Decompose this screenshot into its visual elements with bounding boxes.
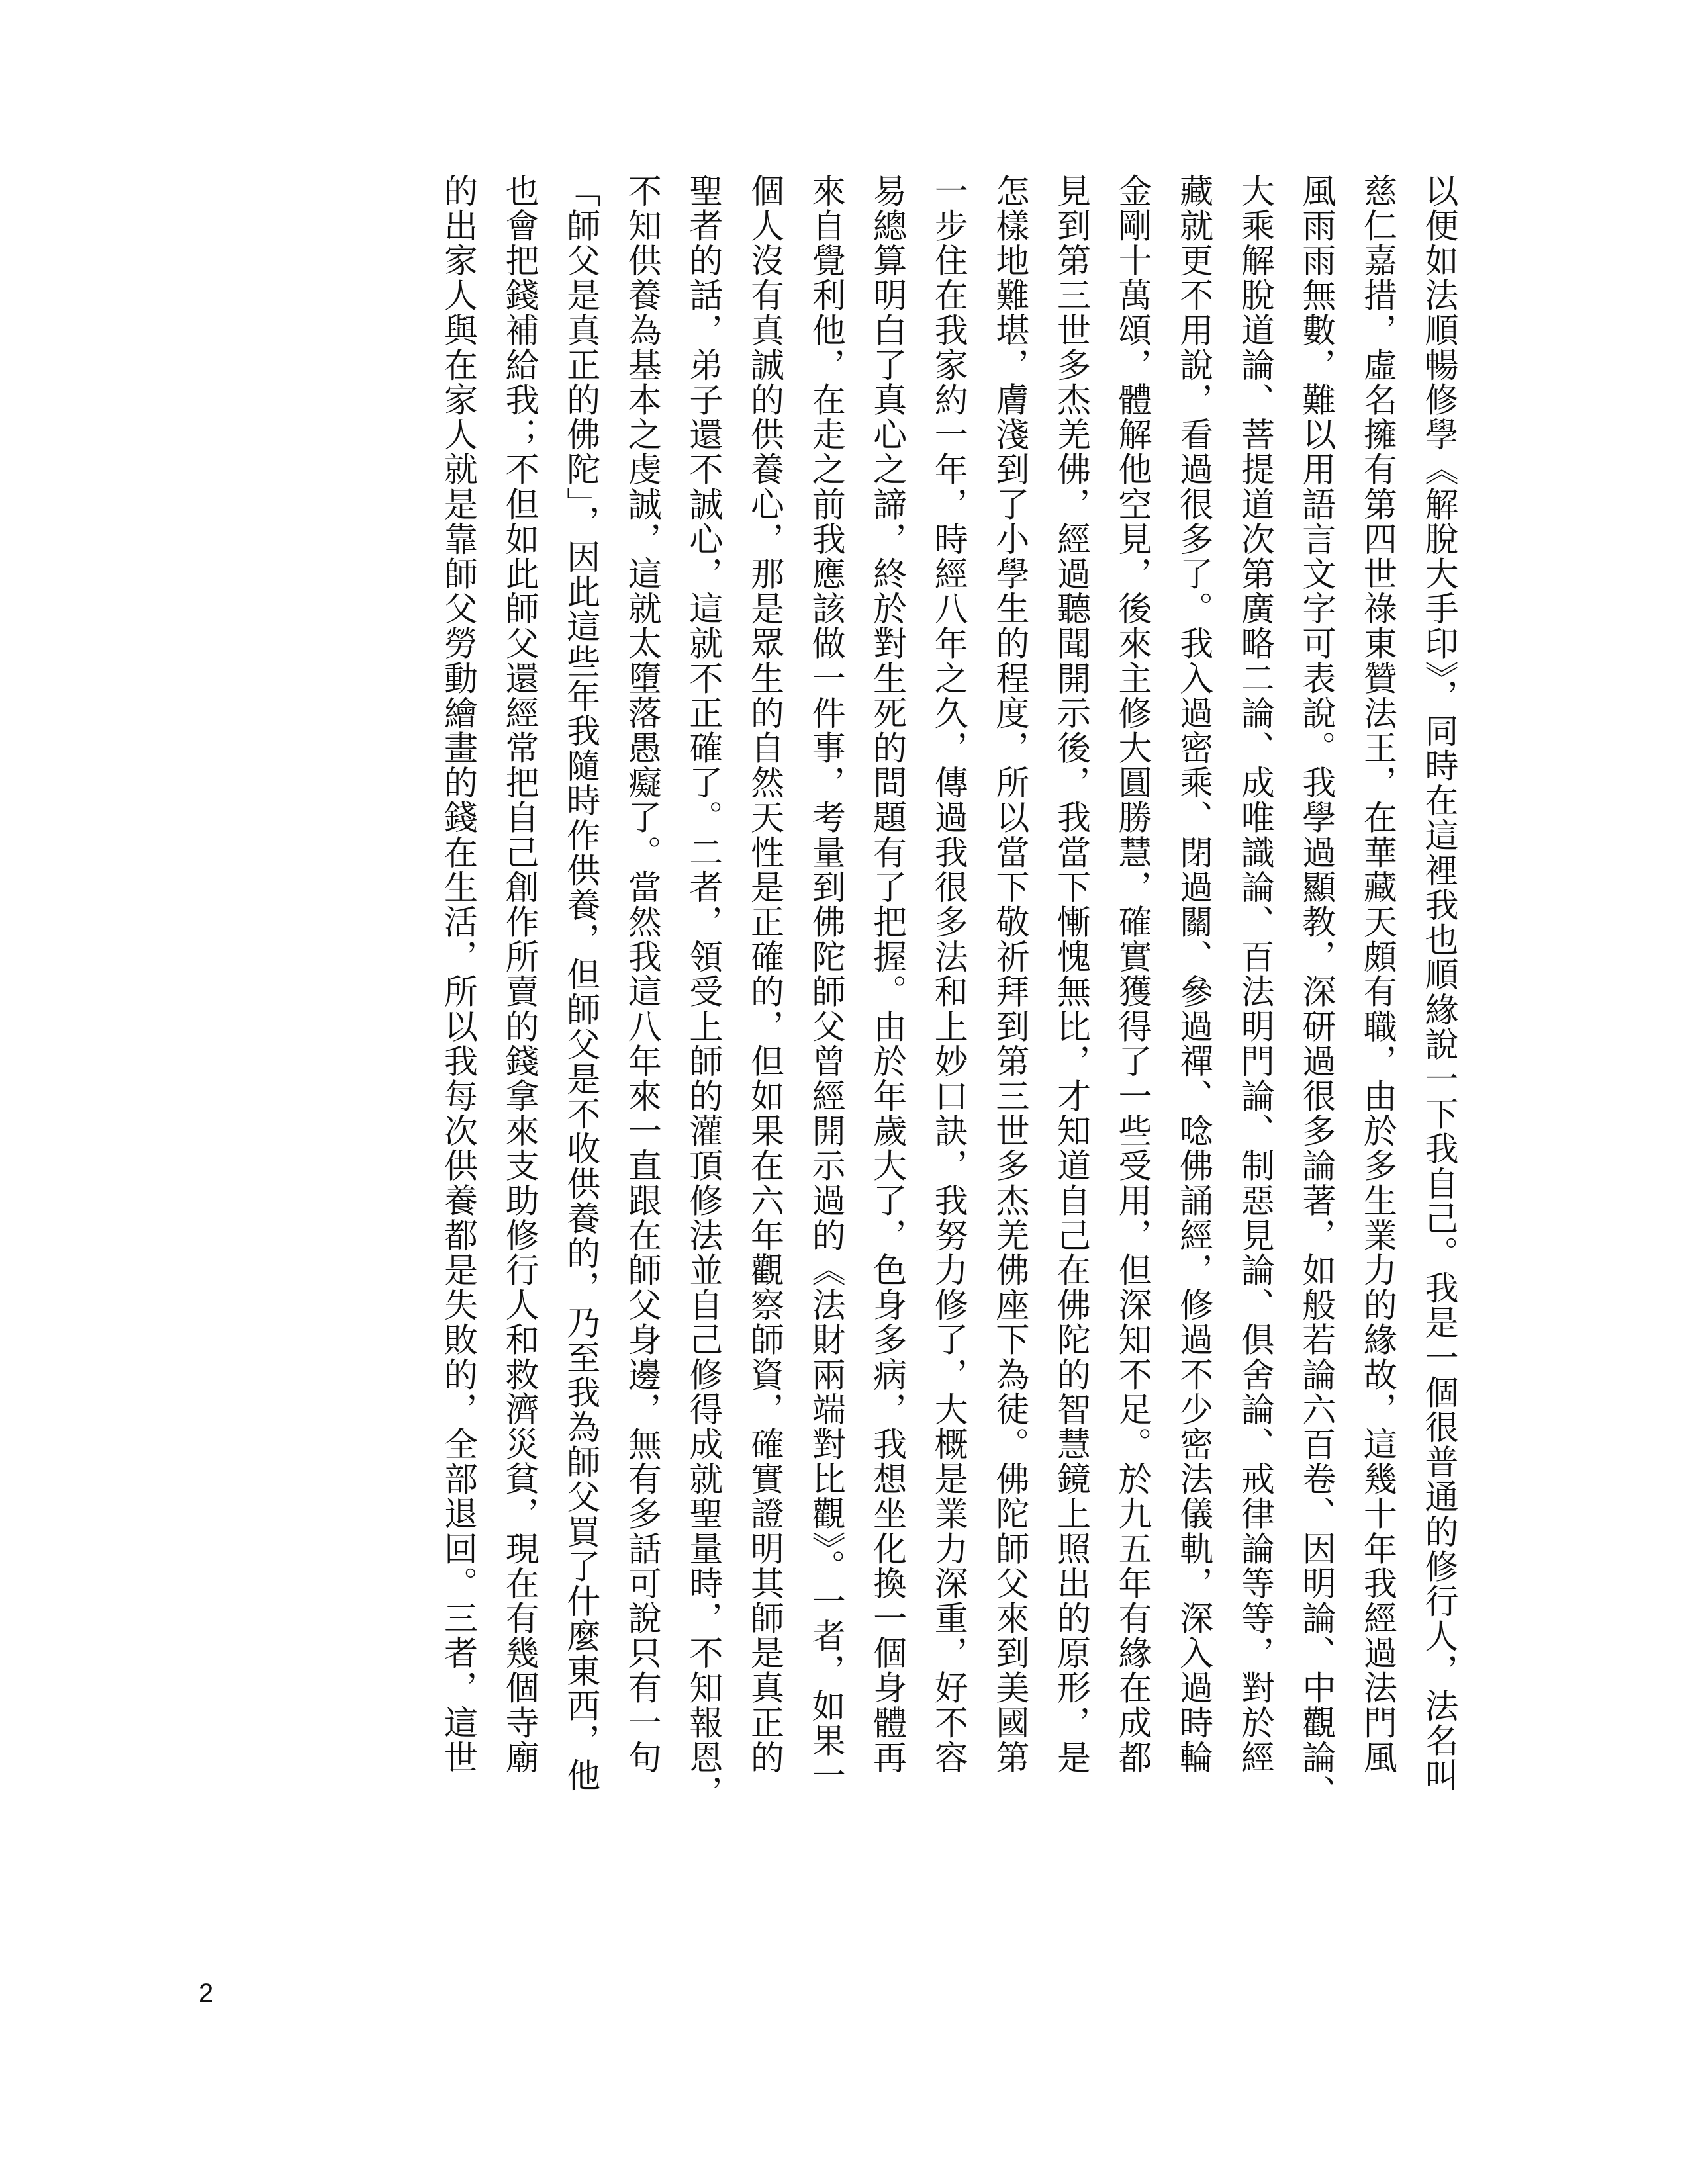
text-column-14: 不知供養為基本之虔誠，這就太墮落愚癡了。當然我這八年來一直跟在師父身邊，無有多話可說只有一句 xyxy=(622,173,661,1775)
text-column-7: 見到第三世多杰羌佛，經過聽聞開示後，我當下慚愧無比，才知道自己在佛陀的智慧鏡上照出的原形，是 xyxy=(1051,173,1090,1775)
text-column-16: 也會把錢補給我；不但如此師父還經常把自己創作所賣的錢拿來支助修行人和救濟災貧，現在有幾個寺廟 xyxy=(499,173,539,1775)
text-column-3: 風雨雨無數，難以用語言文字可表說。我學過顯教，深研過很多論著，如般若論六百卷、因明論、中觀論、 xyxy=(1295,173,1335,1810)
text-column-4: 大乘解脫道論、菩提道次第廣略二論、成唯識論、百法明門論、制惡見論、俱舍論、戒律論等等，對於經 xyxy=(1235,173,1274,1775)
text-column-17: 的出家人與在家人就是靠師父勞動繪畫的錢在生活，所以我每次供養都是失敗的，全部退回。三者，這世 xyxy=(438,173,477,1775)
text-column-15: 「師父是真正的佛陀」，因此這些年我隨時作供養，但師父是不收供養的，乃至我為師父買了什麼東西，他 xyxy=(560,173,600,1793)
text-column-12: 個人沒有真誠的供養心，那是眾生的自然天性是正確的，但如果在六年觀察師資，確實證明其師是真正的 xyxy=(744,173,784,1775)
text-column-2: 慈仁嘉措，虛名擁有第四世祿東贊法王，在華藏天頗有職，由於多生業力的緣故，這幾十年我經過法門風 xyxy=(1357,173,1397,1775)
text-column-5: 藏就更不用說，看過很多了。我入過密乘、閉過關、參過禪、唸佛誦經，修過不少密法儀軌，深入過時輪 xyxy=(1173,173,1213,1775)
text-column-8: 怎樣地難堪，膚淺到了小學生的程度，所以當下敬祈拜到第三世多杰羌佛座下為徒。佛陀師父來到美國第 xyxy=(989,173,1029,1775)
text-column-11: 來自覺利他，在走之前我應該做一件事，考量到佛陀師父曾經開示過的《法財兩端對比觀》。一者，如果一 xyxy=(806,173,845,1793)
page-number: 2 xyxy=(199,1979,214,2008)
text-column-6: 金剛十萬頌，體解他空見，後來主修大圓勝慧，確實獲得了一些受用，但深知不足。於九五年有緣在成都 xyxy=(1112,173,1152,1775)
text-column-1: 以便如法順暢修學《解脫大手印》，同時在這裡我也順緣說一下我自己。我是一個很普通的修行人，法名叫 xyxy=(1419,173,1458,1793)
text-column-13: 聖者的話，弟子還不誠心，這就不正確了。二者，領受上師的灌頂修法並自己修得成就聖量時，不知報恩， xyxy=(682,173,722,1810)
text-column-10: 易總算明白了真心之諦，終於對生死的問題有了把握。由於年歲大了，色身多病，我想坐化換一個身體再 xyxy=(867,173,906,1775)
vertical-text-body xyxy=(426,173,1468,1980)
text-column-9: 一步住在我家約一年，時經八年之久，傳過我很多法和上妙口訣，我努力修了，大概是業力深重，好不容 xyxy=(928,173,968,1775)
